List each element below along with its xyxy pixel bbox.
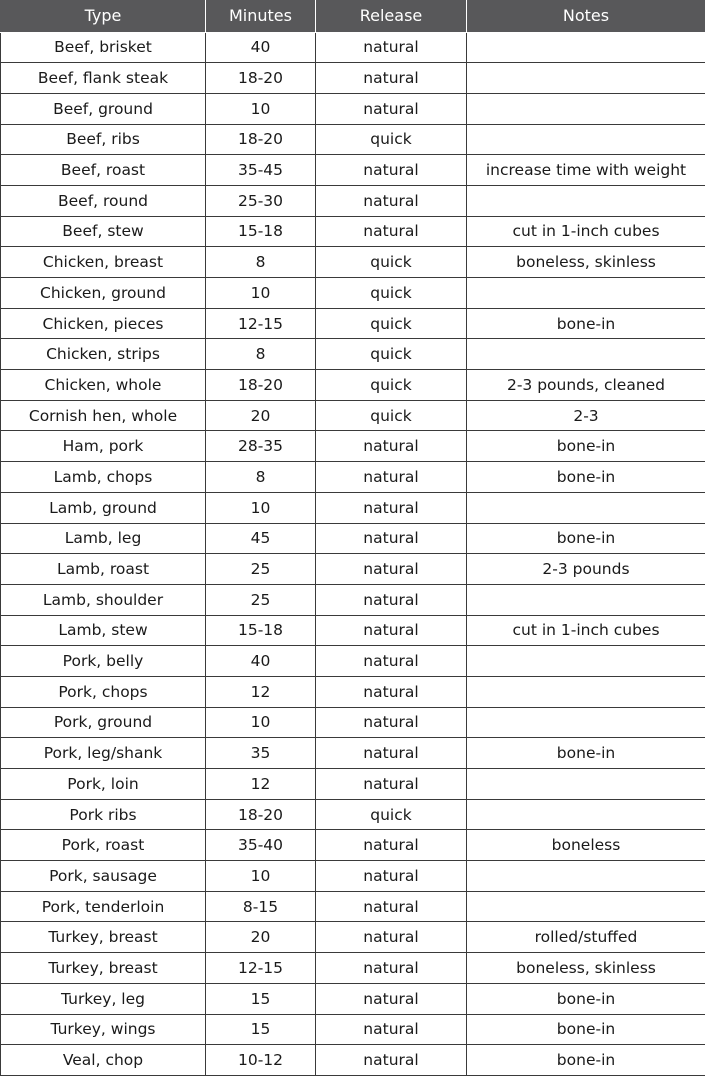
notes-cell: bone-in (467, 1045, 705, 1076)
release-cell: natural (316, 492, 467, 523)
type-cell: Chicken, ground (1, 278, 206, 309)
notes-cell (467, 676, 705, 707)
type-cell: Pork, belly (1, 646, 206, 677)
type-cell: Beef, flank steak (1, 63, 206, 94)
table-row (1, 523, 705, 554)
notes-cell: bone-in (467, 983, 705, 1014)
table-row (1, 32, 705, 63)
minutes-cell: 35-45 (206, 155, 316, 186)
minutes-cell: 20 (206, 922, 316, 953)
type-cell: Lamb, leg (1, 523, 206, 554)
table-row (1, 983, 705, 1014)
type-cell: Pork, leg/shank (1, 738, 206, 769)
table-row (1, 738, 705, 769)
release-cell: natural (316, 615, 467, 646)
notes-cell (467, 32, 705, 63)
release-cell: natural (316, 185, 467, 216)
type-cell: Chicken, breast (1, 247, 206, 278)
notes-cell: bone-in (467, 1014, 705, 1045)
type-cell: Beef, brisket (1, 32, 206, 63)
release-cell: quick (316, 124, 467, 155)
minutes-cell: 25-30 (206, 185, 316, 216)
notes-cell: increase time with weight (467, 155, 705, 186)
table-row (1, 63, 705, 94)
table-row (1, 646, 705, 677)
minutes-cell: 15-18 (206, 615, 316, 646)
release-cell: natural (316, 769, 467, 800)
table-row (1, 124, 705, 155)
column-header-notes: Notes (467, 0, 705, 32)
type-cell: Chicken, pieces (1, 308, 206, 339)
release-cell: quick (316, 400, 467, 431)
notes-cell: rolled/stuffed (467, 922, 705, 953)
minutes-cell: 25 (206, 554, 316, 585)
column-header-minutes: Minutes (206, 0, 316, 32)
notes-cell: bone-in (467, 308, 705, 339)
type-cell: Lamb, chops (1, 462, 206, 493)
notes-cell (467, 278, 705, 309)
table-row (1, 308, 705, 339)
type-cell: Beef, round (1, 185, 206, 216)
type-cell: Chicken, strips (1, 339, 206, 370)
table-row (1, 707, 705, 738)
table-row (1, 1014, 705, 1045)
minutes-cell: 40 (206, 646, 316, 677)
notes-cell (467, 891, 705, 922)
table-row (1, 185, 705, 216)
notes-cell: bone-in (467, 462, 705, 493)
notes-cell: 2-3 pounds, cleaned (467, 370, 705, 401)
minutes-cell: 40 (206, 32, 316, 63)
table-row (1, 584, 705, 615)
notes-cell (467, 769, 705, 800)
minutes-cell: 8-15 (206, 891, 316, 922)
type-cell: Pork, chops (1, 676, 206, 707)
release-cell: quick (316, 370, 467, 401)
notes-cell (467, 93, 705, 124)
release-cell: quick (316, 339, 467, 370)
release-cell: natural (316, 584, 467, 615)
minutes-cell: 10 (206, 707, 316, 738)
table-row (1, 339, 705, 370)
minutes-cell: 15-18 (206, 216, 316, 247)
release-cell: natural (316, 1014, 467, 1045)
release-cell: natural (316, 707, 467, 738)
minutes-cell: 10-12 (206, 1045, 316, 1076)
type-cell: Chicken, whole (1, 370, 206, 401)
type-cell: Turkey, leg (1, 983, 206, 1014)
notes-cell (467, 646, 705, 677)
type-cell: Lamb, roast (1, 554, 206, 585)
notes-cell: cut in 1-inch cubes (467, 216, 705, 247)
notes-cell: 2-3 (467, 400, 705, 431)
type-cell: Lamb, shoulder (1, 584, 206, 615)
type-cell: Beef, roast (1, 155, 206, 186)
release-cell: natural (316, 676, 467, 707)
minutes-cell: 10 (206, 861, 316, 892)
notes-cell: cut in 1-inch cubes (467, 615, 705, 646)
table-row (1, 615, 705, 646)
type-cell: Pork, tenderloin (1, 891, 206, 922)
table-row (1, 769, 705, 800)
table-row (1, 462, 705, 493)
notes-cell (467, 124, 705, 155)
table-row (1, 93, 705, 124)
release-cell: natural (316, 983, 467, 1014)
type-cell: Ham, pork (1, 431, 206, 462)
table-row (1, 370, 705, 401)
table-row (1, 1045, 705, 1076)
notes-cell (467, 492, 705, 523)
type-cell: Turkey, breast (1, 953, 206, 984)
minutes-cell: 18-20 (206, 124, 316, 155)
table-row (1, 799, 705, 830)
minutes-cell: 12-15 (206, 953, 316, 984)
type-cell: Cornish hen, whole (1, 400, 206, 431)
table-row (1, 891, 705, 922)
release-cell: natural (316, 32, 467, 63)
table-row (1, 155, 705, 186)
release-cell: natural (316, 523, 467, 554)
release-cell: natural (316, 63, 467, 94)
release-cell: natural (316, 861, 467, 892)
table-row (1, 278, 705, 309)
minutes-cell: 15 (206, 1014, 316, 1045)
release-cell: natural (316, 216, 467, 247)
notes-cell: bone-in (467, 431, 705, 462)
minutes-cell: 12 (206, 676, 316, 707)
release-cell: natural (316, 431, 467, 462)
minutes-cell: 28-35 (206, 431, 316, 462)
release-cell: natural (316, 646, 467, 677)
type-cell: Lamb, ground (1, 492, 206, 523)
table-row (1, 861, 705, 892)
type-cell: Pork, roast (1, 830, 206, 861)
minutes-cell: 12 (206, 769, 316, 800)
type-cell: Turkey, wings (1, 1014, 206, 1045)
column-header-release: Release (316, 0, 467, 32)
release-cell: natural (316, 93, 467, 124)
notes-cell: boneless, skinless (467, 953, 705, 984)
table-row (1, 676, 705, 707)
notes-cell (467, 799, 705, 830)
table-row (1, 216, 705, 247)
notes-cell (467, 584, 705, 615)
type-cell: Pork, sausage (1, 861, 206, 892)
minutes-cell: 10 (206, 278, 316, 309)
notes-cell (467, 339, 705, 370)
minutes-cell: 20 (206, 400, 316, 431)
notes-cell (467, 185, 705, 216)
type-cell: Beef, ribs (1, 124, 206, 155)
type-cell: Veal, chop (1, 1045, 206, 1076)
type-cell: Pork ribs (1, 799, 206, 830)
minutes-cell: 35-40 (206, 830, 316, 861)
table-row (1, 922, 705, 953)
table-row (1, 830, 705, 861)
table-row (1, 247, 705, 278)
release-cell: natural (316, 953, 467, 984)
minutes-cell: 15 (206, 983, 316, 1014)
table-row (1, 400, 705, 431)
minutes-cell: 8 (206, 339, 316, 370)
release-cell: natural (316, 554, 467, 585)
type-cell: Pork, loin (1, 769, 206, 800)
header-row (1, 0, 705, 32)
column-header-type: Type (1, 0, 206, 32)
notes-cell: 2-3 pounds (467, 554, 705, 585)
table-header (1, 0, 705, 32)
release-cell: quick (316, 247, 467, 278)
minutes-cell: 10 (206, 492, 316, 523)
table-row (1, 431, 705, 462)
release-cell: quick (316, 799, 467, 830)
notes-cell: bone-in (467, 738, 705, 769)
release-cell: natural (316, 1045, 467, 1076)
table-row (1, 554, 705, 585)
minutes-cell: 18-20 (206, 370, 316, 401)
minutes-cell: 18-20 (206, 799, 316, 830)
minutes-cell: 12-15 (206, 308, 316, 339)
minutes-cell: 8 (206, 462, 316, 493)
type-cell: Beef, ground (1, 93, 206, 124)
release-cell: natural (316, 891, 467, 922)
release-cell: natural (316, 922, 467, 953)
minutes-cell: 45 (206, 523, 316, 554)
table-row (1, 953, 705, 984)
notes-cell (467, 707, 705, 738)
notes-cell: boneless (467, 830, 705, 861)
type-cell: Pork, ground (1, 707, 206, 738)
release-cell: natural (316, 155, 467, 186)
release-cell: natural (316, 738, 467, 769)
notes-cell: bone-in (467, 523, 705, 554)
table-body (1, 32, 705, 1075)
minutes-cell: 10 (206, 93, 316, 124)
notes-cell: boneless, skinless (467, 247, 705, 278)
type-cell: Lamb, stew (1, 615, 206, 646)
minutes-cell: 35 (206, 738, 316, 769)
release-cell: natural (316, 830, 467, 861)
release-cell: quick (316, 278, 467, 309)
minutes-cell: 25 (206, 584, 316, 615)
notes-cell (467, 861, 705, 892)
table-row (1, 492, 705, 523)
notes-cell (467, 63, 705, 94)
type-cell: Beef, stew (1, 216, 206, 247)
minutes-cell: 8 (206, 247, 316, 278)
minutes-cell: 18-20 (206, 63, 316, 94)
release-cell: natural (316, 462, 467, 493)
release-cell: quick (316, 308, 467, 339)
type-cell: Turkey, breast (1, 922, 206, 953)
